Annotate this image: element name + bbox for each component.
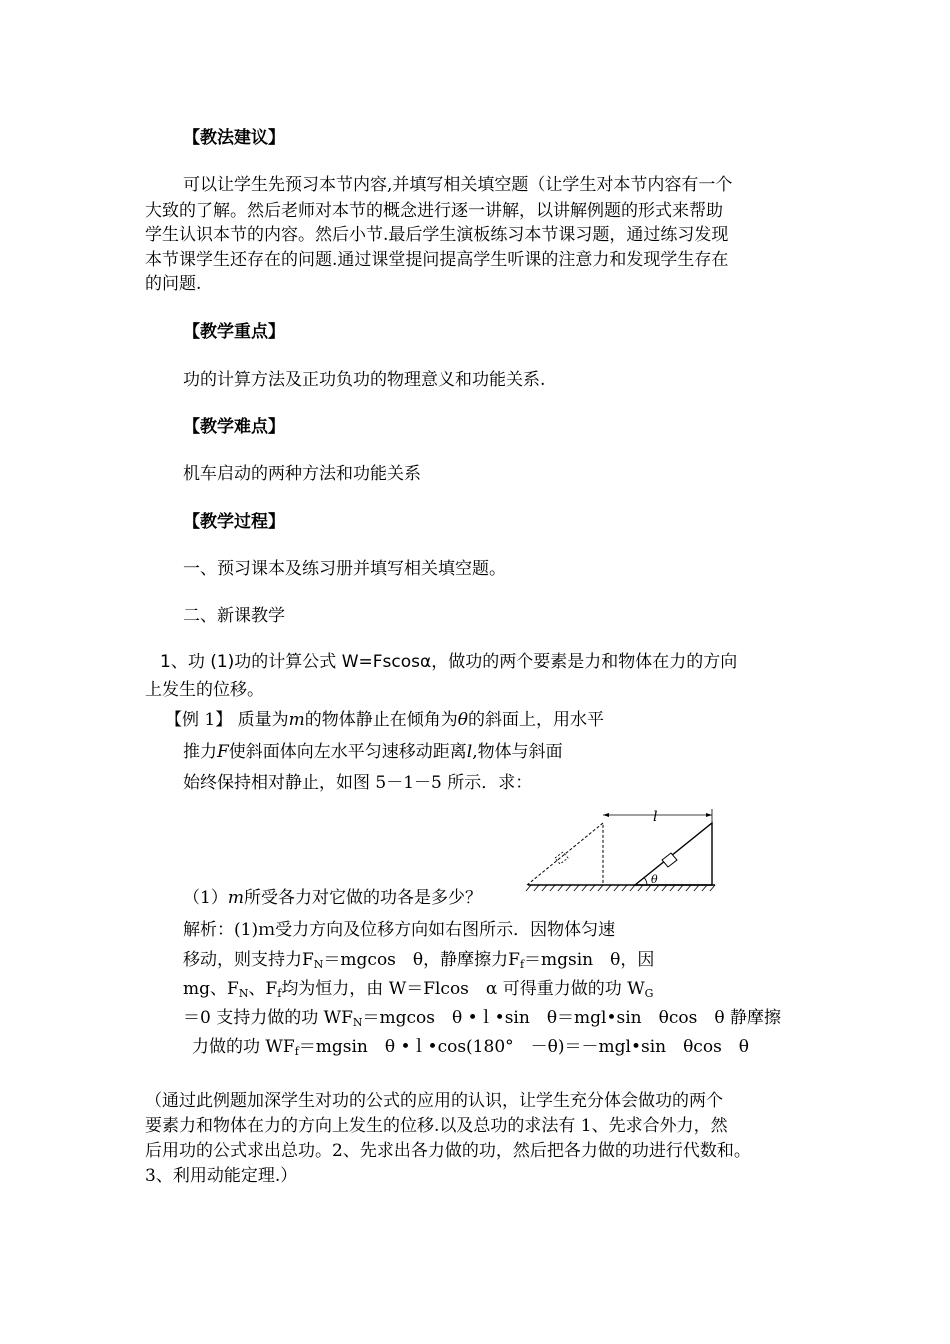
note-line-4: 3、利用动能定理.） <box>145 1166 298 1186</box>
process-title: 【教学过程】 <box>183 512 285 532</box>
work-line-2: 上发生的位移。 <box>145 680 264 700</box>
method-line-5: 的问题. <box>145 274 202 294</box>
key-text: 功的计算方法及正功负功的物理意义和功能关系. <box>183 370 546 390</box>
method-line-2: 大致的了解。然后老师对本节的概念进行逐一讲解，以讲解例题的形式来帮助 <box>145 201 723 221</box>
note-line-2: 要素力和物体在力的方向上发生的位移.以及总功的求法有 1、先求合外力，然 <box>145 1116 728 1136</box>
difficult-title: 【教学难点】 <box>183 417 285 437</box>
work-line-1: 1、功 (1)功的计算公式 W=Fscosα，做功的两个要素是力和物体在力的方向 <box>160 652 738 672</box>
method-title: 【教法建议】 <box>183 128 285 148</box>
fig-label-l: l <box>653 809 658 825</box>
example-label: 【例 1】 <box>165 710 233 730</box>
example-line-2: 推力F使斜面体向左水平匀速移动距离l,物体与斜面 <box>183 742 563 762</box>
note-line-1: （通过此例题加深学生对功的公式的应用的认识，让学生充分体会做功的两个 <box>145 1091 723 1111</box>
solution-line-5: 力做的功 $WF_f=mgsin$ θ •ｌ•cos(180° －θ)＝－mgl•sin θcos θ <box>192 1037 750 1058</box>
example-line-1: 【例 1】 质量为m的物体静止在倾角为θ的斜面上，用水平 <box>165 710 605 730</box>
example-line-3: 始终保持相对静止，如图 5－1－5 所示．求： <box>183 773 533 793</box>
key-title: 【教学重点】 <box>183 322 285 342</box>
method-line-4: 本节课学生还存在的问题.通过课堂提问提高学生听课的注意力和发现学生存在 <box>145 250 729 270</box>
solution-line-2: 移动，则支持力$F_N=mgcos$ θ，静摩擦力$F_f=mgsin$ θ，因 <box>183 950 655 971</box>
method-line-3: 学生认识本节的内容。然后小节.最后学生演板练习本节课习题，通过练习发现 <box>145 225 729 245</box>
solution-line-4: ＝0 支持力做的功 $WF_N=mgcos$ θ •ｌ•sin θ＝mgl•sin θcos θ 静摩擦 <box>183 1008 781 1029</box>
step-2: 二、新课教学 <box>183 606 285 626</box>
fig-label-theta: θ <box>651 873 658 886</box>
question-1: （1）m所受各力对它做的功各是多少？ <box>183 888 482 908</box>
method-line-1: 可以让学生先预习本节内容,并填写相关填空题（让学生对本节内容有一个 <box>183 175 733 195</box>
step-1: 一、预习课本及练习册并填写相关填空题。 <box>183 559 506 579</box>
note-line-3: 后用功的公式求出总功。2、先求出各力做的功，然后把各力做的功进行代数和。 <box>145 1141 751 1161</box>
solution-line-3: mg、$F_N$、$F_f$均为恒力，由 W＝Flcos α 可得重力做的功 $W_G$ <box>183 979 654 1000</box>
difficult-text: 机车启动的两种方法和功能关系 <box>183 464 421 484</box>
incline-figure <box>525 805 725 895</box>
solution-line-1: 解析：(1)ｍ受力方向及位移方向如右图所示．因物体匀速 <box>183 920 616 940</box>
